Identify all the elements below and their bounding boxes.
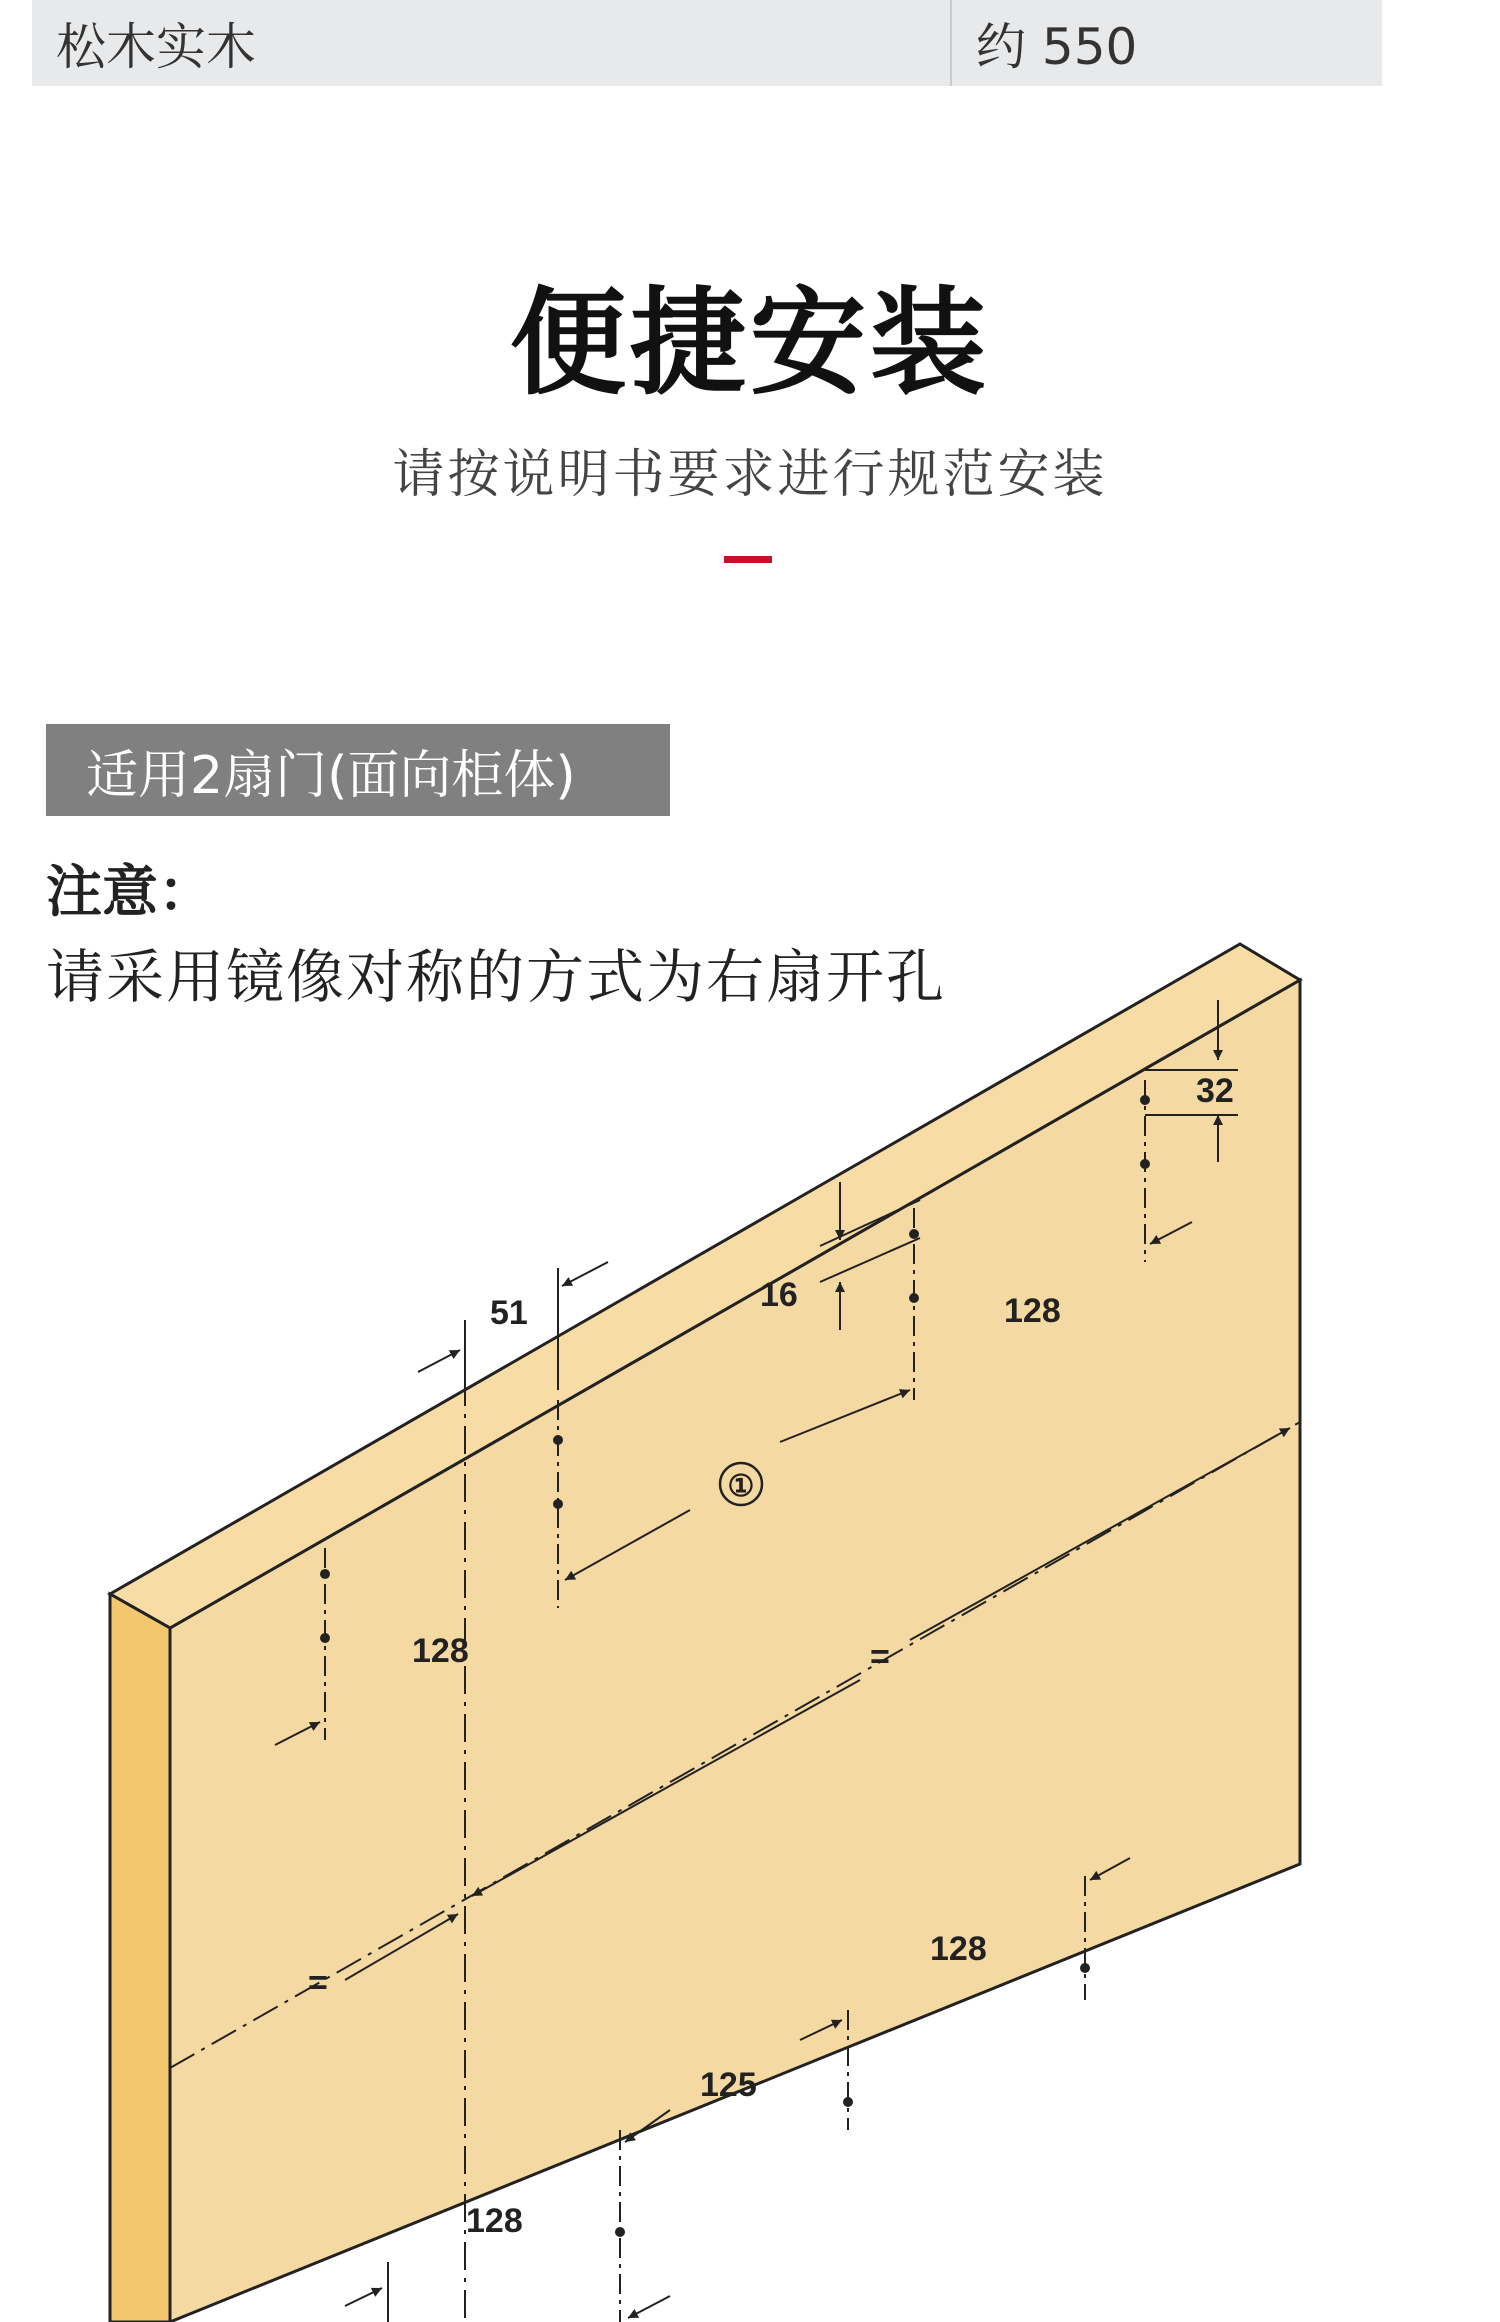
- hole-upper-left-1: [553, 1435, 563, 1445]
- applicability-tag: 适用2扇门(面向柜体): [46, 724, 670, 816]
- dim-128-mid: 128: [1004, 1292, 1061, 1330]
- hole-upper-left-2: [553, 1499, 563, 1509]
- note-text: 请采用镜像对称的方式为右扇开孔: [46, 943, 947, 1011]
- equal-mark-top: =: [870, 1638, 890, 1676]
- hole-bottom-right: [1080, 1963, 1090, 1973]
- hole-mid-2: [909, 1293, 919, 1303]
- hole-left-1: [320, 1569, 330, 1579]
- dim-128-bottom-left: 128: [466, 2202, 523, 2240]
- dim-128-bottom-right: 128: [930, 1930, 987, 1968]
- hole-top-right-1: [1140, 1095, 1150, 1105]
- callout-marker: ①: [727, 1470, 755, 1503]
- panel-face: [170, 980, 1300, 2322]
- dim-51: 51: [490, 1294, 528, 1332]
- hole-top-right-2: [1140, 1159, 1150, 1169]
- hole-bottom-left: [615, 2227, 625, 2237]
- dim-16: 16: [760, 1276, 798, 1314]
- equal-mark-left: =: [308, 1964, 328, 2002]
- hole-bottom-mid: [843, 2097, 853, 2107]
- section-title: 便捷安装: [510, 276, 990, 411]
- dim-125: 125: [700, 2066, 757, 2104]
- section-subtitle: 请按说明书要求进行规范安装: [392, 445, 1108, 505]
- hole-mid-1: [909, 1229, 919, 1239]
- panel-side-edge: [110, 1594, 170, 2322]
- hole-left-2: [320, 1633, 330, 1643]
- note-title: 注意：: [46, 860, 214, 925]
- spec-name-cell: 松木实木: [56, 18, 256, 76]
- dim-128-left: 128: [412, 1632, 469, 1670]
- dim-32: 32: [1196, 1072, 1234, 1110]
- spec-value-cell: 约 550: [950, 0, 1382, 86]
